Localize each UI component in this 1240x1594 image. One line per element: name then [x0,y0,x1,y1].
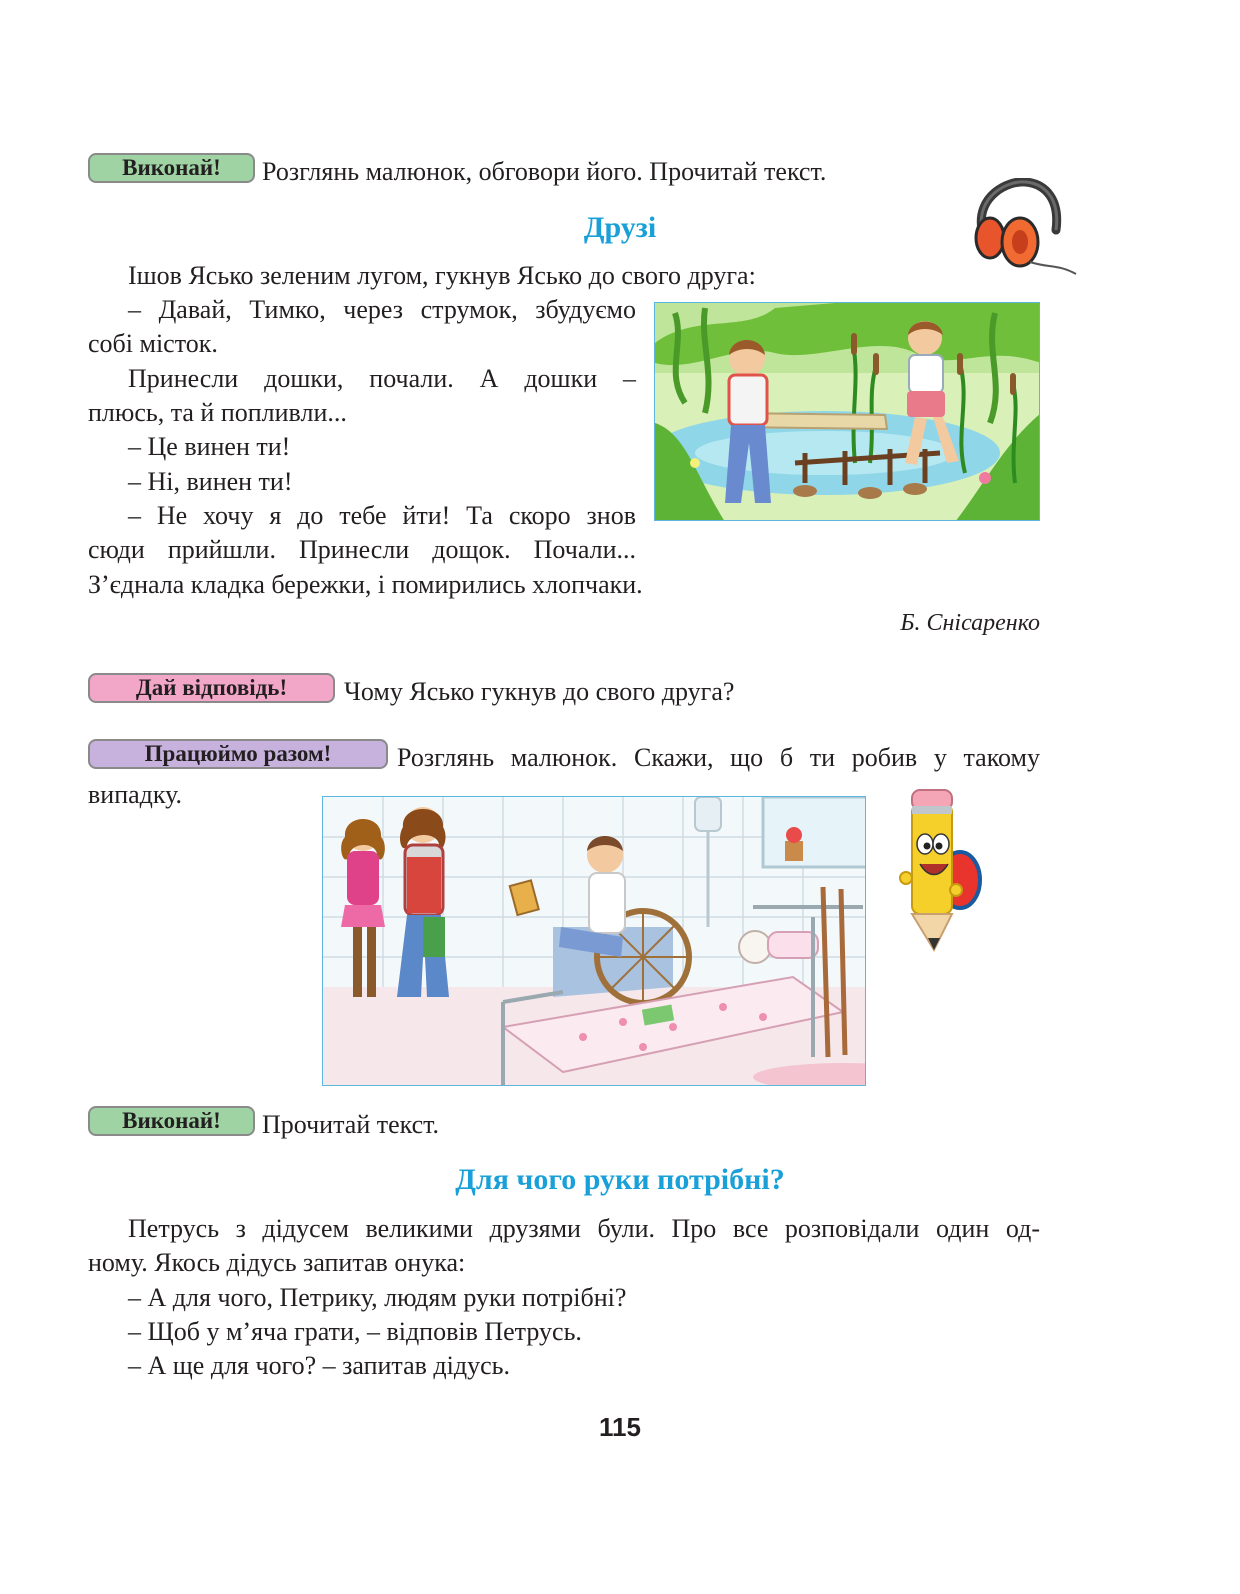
task-badge-work-together: Працюймо разом! [88,739,388,769]
story-line: ному. Якось дідусь запитав онука: [88,1248,466,1277]
task-badge-do: Виконай! [88,1106,255,1136]
story-title: Друзі [583,211,657,244]
story-line: – А ще для чого? – запитав дідусь. [128,1351,511,1380]
story-line: – Ні, винен ти! [128,467,293,496]
story-line: сюди прийшли. Принесли дощок. Почали... [88,535,636,564]
task-instruction: Розглянь малюнок, обговори його. Прочитай текст. [262,157,827,186]
story-line: Ішов Ясько зеленим лугом, гукнув Ясько до свого друга: [128,261,756,290]
story-line: Петрусь з дідусем великими друзями були. Про все розповідали один од- [128,1214,1040,1243]
task-instruction: Прочитай текст. [262,1110,440,1139]
task-badge-do: Виконай! [88,153,255,183]
task-instruction: випадку. [88,780,183,809]
illustration-hospital-visit [322,796,866,1086]
page-number: 115 [599,1412,641,1442]
story-line: З’єднала кладка бережки, і помирились хлопчаки. [88,570,643,599]
story-title: Для чого руки потрібні? [455,1163,785,1196]
story-line: собі місток. [88,329,218,358]
story-line: – Щоб у м’яча грати, – відповів Петрусь. [128,1317,582,1346]
illustration-boys-building-bridge [654,302,1040,521]
task-question: Чому Ясько гукнув до свого друга? [344,677,735,706]
story-line: плюсь, та й попливли... [88,398,347,427]
story-author: Б. Снісаренко [900,610,1040,636]
story-line: – А для чого, Петрику, людям руки потрібні? [128,1283,627,1312]
story-line: – Це винен ти! [128,432,291,461]
task-badge-answer: Дай відповідь! [88,673,335,703]
story-line: Принесли дошки, почали. А дошки – [128,364,636,393]
task-instruction: Розглянь малюнок. Скажи, що б ти робив у такому [397,743,1040,772]
story-line: – Давай, Тимко, через струмок, збудуємо [128,295,636,324]
pencil-mascot-icon [898,782,984,954]
story-line: – Не хочу я до тебе йти! Та скоро знов [128,501,636,530]
